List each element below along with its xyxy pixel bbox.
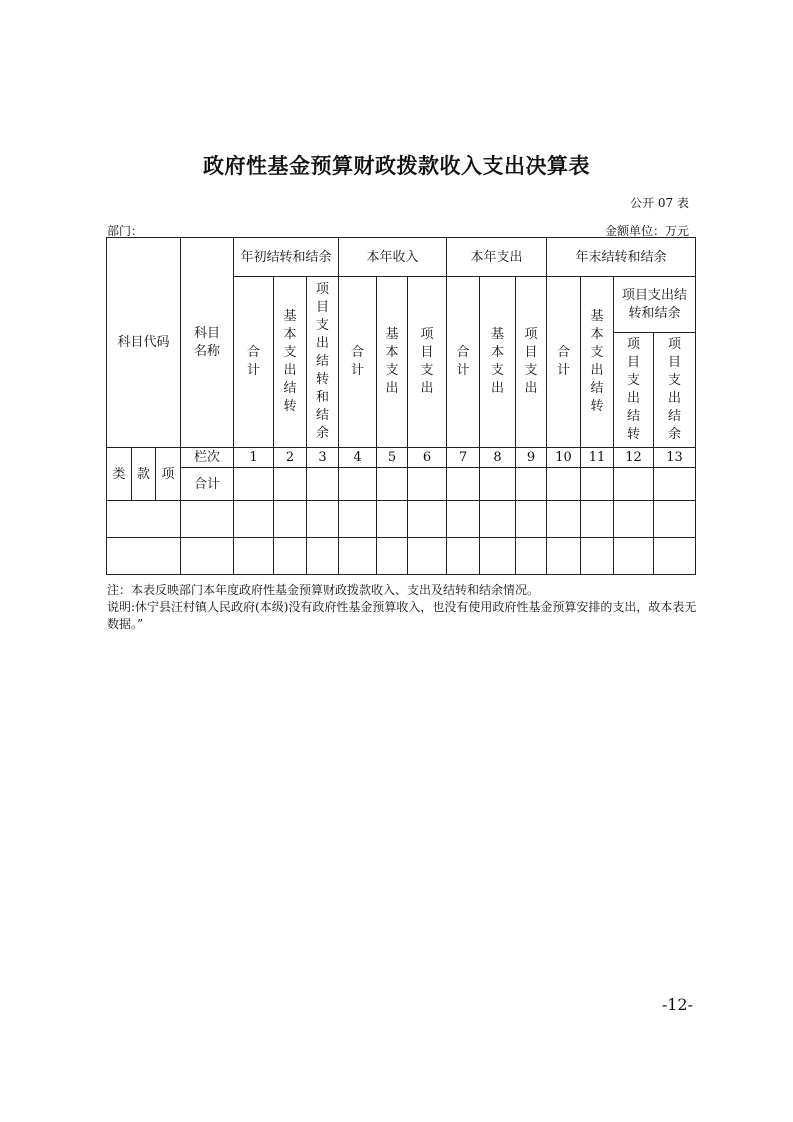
col-number: 5 (377, 448, 408, 468)
table-cell (447, 468, 480, 501)
table-cell (339, 468, 377, 501)
header-income-project: 项目支出 (408, 277, 447, 448)
col-number: 8 (480, 448, 516, 468)
table-cell (480, 468, 516, 501)
table-cell (408, 468, 447, 501)
table-cell (547, 468, 581, 501)
header-group-expense: 本年支出 (447, 238, 547, 277)
col-number: 9 (516, 448, 547, 468)
table-cell (377, 468, 408, 501)
header-end-total: 合计 (547, 277, 581, 448)
row-label-lanci: 栏次 (181, 448, 234, 468)
header-end-basic: 基本支出结转 (581, 277, 614, 448)
col-number: 3 (307, 448, 339, 468)
table-cell (447, 501, 480, 538)
header-income-total: 合计 (339, 277, 377, 448)
table-cell (408, 538, 447, 575)
form-number: 公开 07 表 (630, 196, 689, 210)
header-begin-basic: 基本支出结转 (274, 277, 307, 448)
explain-text: 说明:休宁县汪村镇人民政府(本级)没有政府性基金预算收入，也没有使用政府性基金预算安排的支出，故本表无数据。” (107, 600, 697, 631)
table-cell (654, 501, 696, 538)
row-label-kuan: 款 (132, 448, 156, 501)
department-label: 部门： (107, 224, 144, 238)
budget-table (106, 237, 696, 575)
table-cell (447, 538, 480, 575)
col-number: 4 (339, 448, 377, 468)
page-title: 政府性基金预算财政拨款收入支出决算表 (203, 154, 590, 178)
table-cell (274, 468, 307, 501)
header-expense-basic: 基本支出 (480, 277, 516, 448)
col-number: 11 (581, 448, 614, 468)
table-cell (581, 468, 614, 501)
header-code: 科目代码 (107, 238, 181, 448)
table-cell (516, 468, 547, 501)
table-cell (654, 538, 696, 575)
header-begin-project: 项目支出结转和结余 (307, 277, 339, 448)
table-cell (547, 538, 581, 575)
table-cell (339, 538, 377, 575)
unit-label: 金额单位：万元 (604, 224, 689, 238)
table-cell (181, 538, 234, 575)
table-cell (581, 538, 614, 575)
table-cell (307, 501, 339, 538)
table-cell (614, 468, 654, 501)
header-group-income: 本年收入 (339, 238, 447, 277)
table-cell (480, 538, 516, 575)
table-cell (377, 501, 408, 538)
col-number: 6 (408, 448, 447, 468)
table-cell (516, 538, 547, 575)
header-income-basic: 基本支出 (377, 277, 408, 448)
table-cell (339, 501, 377, 538)
header-group-end: 年末结转和结余 (547, 238, 696, 277)
table-cell (307, 468, 339, 501)
table-cell (274, 501, 307, 538)
col-number: 7 (447, 448, 480, 468)
row-label-lei: 类 (107, 448, 132, 501)
header-begin-total: 合计 (234, 277, 274, 448)
table-cell (480, 501, 516, 538)
table-cell (234, 468, 274, 501)
table-cell (581, 501, 614, 538)
header-name: 科目名称 (181, 238, 234, 448)
table-cell (107, 501, 181, 538)
page-number: -12- (661, 995, 693, 1014)
col-number: 1 (234, 448, 274, 468)
table-cell (107, 538, 181, 575)
table-cell (614, 501, 654, 538)
row-label-xiang: 项 (156, 448, 181, 501)
notes (107, 582, 697, 633)
table-cell (516, 501, 547, 538)
row-label-total: 合计 (181, 468, 234, 501)
col-number: 13 (654, 448, 696, 468)
col-number: 12 (614, 448, 654, 468)
header-expense-total: 合计 (447, 277, 480, 448)
header-end-project: 项目支出结转和结余 (614, 277, 696, 333)
table-cell (181, 501, 234, 538)
table-cell (614, 538, 654, 575)
header-expense-project: 项目支出 (516, 277, 547, 448)
header-group-begin: 年初结转和结余 (234, 238, 339, 277)
table-cell (234, 501, 274, 538)
col-number: 2 (274, 448, 307, 468)
table-row (107, 538, 696, 575)
col-number: 10 (547, 448, 581, 468)
note-text: 注：本表反映部门本年度政府性基金预算财政拨款收入、支出及结转和结余情况。 (107, 583, 540, 597)
table-cell (654, 468, 696, 501)
table-cell (274, 538, 307, 575)
header-end-project-carry: 项目支出结转 (614, 333, 654, 448)
table-cell (377, 538, 408, 575)
table-cell (307, 538, 339, 575)
header-end-project-surplus: 项目支出结余 (654, 333, 696, 448)
table-cell (234, 538, 274, 575)
table-row (107, 501, 696, 538)
table-cell (547, 501, 581, 538)
table-cell (408, 501, 447, 538)
